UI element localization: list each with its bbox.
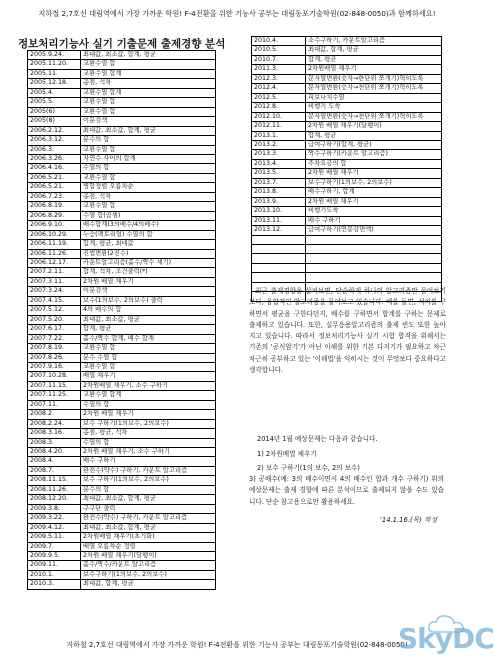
table-row <box>252 112 442 121</box>
table-row <box>28 51 216 60</box>
exam-date-cell: 2007.3.11. <box>28 277 81 286</box>
exam-topic-cell: 교환수열 합 <box>81 362 216 371</box>
table-row <box>252 140 442 149</box>
exam-date-cell: 2008.7. <box>28 466 81 475</box>
exam-date-cell: 2006.8.29. <box>28 211 81 220</box>
exam-date-cell: 2013.8. <box>252 188 306 197</box>
exam-topic-cell: 교환수열 합계 <box>81 391 216 400</box>
exam-topic-cell: 분수 수열 합 <box>81 353 216 362</box>
table-row <box>28 391 216 400</box>
table-row <box>28 495 216 504</box>
exam-date-cell: 2006.4.16. <box>28 164 81 173</box>
table-row <box>28 136 216 145</box>
exam-date-cell: 2006.2.12. <box>28 126 81 135</box>
exam-topic-cell: 교환수열 합계 <box>81 69 216 78</box>
table-row <box>252 254 442 263</box>
table-row <box>28 523 216 532</box>
exam-date-cell: 2006.11.19. <box>28 240 81 249</box>
exam-topic-cell: 보수구하기(1의보수, 2의보수) <box>81 570 216 579</box>
exam-date-cell: 2007.11.15. <box>28 381 81 390</box>
exam-topic-cell: 교환수열 합 <box>81 107 216 116</box>
table-row <box>252 37 442 46</box>
exam-topic-cell: 카운트알고리즘(홀수/짝수 세기) <box>81 258 216 267</box>
exam-date-cell: 2006.7.23. <box>28 192 81 201</box>
exam-topic-cell: 총점, 평균, 석차 <box>81 429 216 438</box>
exam-topic-cell: 최대값, 합계, 평균 <box>81 580 216 589</box>
exam-topic-cell: 2차원 배열 채우기 <box>81 410 216 419</box>
exam-topic-cell: 수열의 합 <box>81 164 216 173</box>
exam-date-cell <box>252 254 306 263</box>
exam-date-cell: 2013.5. <box>252 169 306 178</box>
exam-date-cell: 2007.4.15. <box>28 296 81 305</box>
table-row <box>28 79 216 88</box>
exam-topic-cell: 교환수열 합 <box>81 98 216 107</box>
exam-topic-cell: 이분검색 <box>81 287 216 296</box>
exam-topic-cell: 수열 합(곱셈) <box>81 211 216 220</box>
table-row <box>28 221 216 230</box>
exam-date-cell: 2007.11.25. <box>28 391 81 400</box>
exam-topic-cell: 문자열변환(숫자→천단위 쪼개기)혁히도록 <box>306 84 442 93</box>
table-row <box>28 448 216 457</box>
exam-topic-cell: 급여구하기(연봉감면액) <box>306 226 442 235</box>
exam-date-cell: 2010.4. <box>252 37 306 46</box>
table-row <box>28 552 216 561</box>
exam-date-cell: 2006.3. <box>28 145 81 154</box>
exam-date-cell: 2008.3. <box>28 438 81 447</box>
table-row <box>252 55 442 64</box>
exam-history-table-left <box>27 50 216 590</box>
table-row <box>28 192 216 201</box>
exam-topic-cell: 수열의 합 <box>81 438 216 447</box>
exam-date-cell: 2013.4. <box>252 159 306 168</box>
table-row <box>252 197 442 206</box>
table-row <box>252 207 442 216</box>
exam-date-cell: 2005(8) <box>28 117 81 126</box>
table-row <box>28 296 216 305</box>
exam-topic-cell: 완전수(약수) 구하기, 카운트 알고리즘 <box>81 466 216 475</box>
exam-date-cell: 2006.8.19. <box>28 202 81 211</box>
exam-date-cell: 2006.11.26. <box>28 249 81 258</box>
table-row <box>252 235 442 244</box>
exam-topic-cell: 총점, 석차 <box>81 192 216 201</box>
exam-topic-cell: 이분검색 <box>81 117 216 126</box>
exam-date-cell: 2009.9.5. <box>28 552 81 561</box>
exam-date-cell <box>252 273 306 282</box>
exam-date-cell: 2007.2.11. <box>28 268 81 277</box>
forecast-item: 1) 2차원배열 채우기 <box>257 450 317 458</box>
exam-topic-cell: 분수의 합 <box>81 485 216 494</box>
exam-date-cell <box>252 235 306 244</box>
exam-topic-cell: 비행기 도착 <box>306 103 442 112</box>
exam-topic-cell: 2차원배열 채우기(초기화) <box>81 533 216 542</box>
table-row <box>252 150 442 159</box>
exam-topic-cell: 최대값, 합계, 평균 <box>306 46 442 55</box>
exam-date-cell: 2005.12.18. <box>28 79 81 88</box>
exam-topic-cell: 배수 구하기 <box>306 216 442 225</box>
exam-date-cell: 2006.10.29. <box>28 230 81 239</box>
exam-topic-cell: 진법변환(2진수) <box>81 249 216 258</box>
exam-topic-cell: 2차원 배열 채우기 <box>306 169 442 178</box>
watermark-logo: SkyDC <box>398 622 494 655</box>
exam-topic-cell: 교환수열 합 <box>81 60 216 69</box>
table-row <box>28 306 216 315</box>
exam-topic-cell <box>306 263 442 272</box>
exam-topic-cell: 수열의 합 <box>81 400 216 409</box>
exam-date-cell: 2008.12.20. <box>28 495 81 504</box>
exam-date-cell: 2012.3. <box>252 74 306 83</box>
table-row <box>28 240 216 249</box>
exam-topic-cell: 문자열변환(숫자→천단위 쪼개기)혁히도록 <box>306 112 442 121</box>
exam-date-cell: 2010.7. <box>252 55 306 64</box>
table-row <box>28 542 216 551</box>
exam-topic-cell: 짝수구하기(카운트 알고리즘) <box>306 150 442 159</box>
exam-date-cell: 2013.7. <box>252 178 306 187</box>
table-row <box>28 533 216 542</box>
exam-topic-cell <box>306 254 442 263</box>
table-row <box>252 273 442 282</box>
exam-date-cell: 2008.11.15. <box>28 476 81 485</box>
exam-date-cell: 2012.11. <box>252 122 306 131</box>
exam-topic-cell: 합계, 석차, 조건출력(*) <box>81 268 216 277</box>
exam-date-cell: 2005.9.24. <box>28 51 81 60</box>
exam-date-cell: 2006.9.10. <box>28 221 81 230</box>
exam-date-cell: 2013.3. <box>252 150 306 159</box>
table-row <box>28 561 216 570</box>
table-row <box>252 122 442 131</box>
exam-topic-cell: 보수 구하기(1의보수, 2의보수) <box>81 419 216 428</box>
exam-topic-cell: 4의 배수의 합 <box>81 306 216 315</box>
table-row <box>252 65 442 74</box>
table-row <box>28 268 216 277</box>
exam-topic-cell: 주차요금의 합 <box>306 159 442 168</box>
exam-topic-cell: 2차원 배열 채우기(달팽이) <box>81 552 216 561</box>
table-row <box>252 159 442 168</box>
table-row <box>28 69 216 78</box>
table-row <box>28 400 216 409</box>
exam-topic-cell: 구구단 출력 <box>81 504 216 513</box>
table-row <box>252 169 442 178</box>
table-row <box>252 216 442 225</box>
exam-topic-cell: 합계, 평균 <box>81 325 216 334</box>
exam-date-cell: 2013.9. <box>252 197 306 206</box>
table-row <box>252 46 442 55</box>
table-row <box>252 244 442 253</box>
exam-date-cell: 2006.5.21. <box>28 183 81 192</box>
table-row <box>252 93 442 102</box>
table-row <box>28 154 216 163</box>
exam-history-table-right <box>251 36 442 302</box>
exam-topic-cell: 최대값, 최소값, 평균 <box>81 315 216 324</box>
table-row <box>28 117 216 126</box>
exam-topic-cell <box>306 235 442 244</box>
exam-topic-cell: 최대값, 최소값, 합계, 평균 <box>81 51 216 60</box>
exam-date-cell: 2007.11. <box>28 400 81 409</box>
table-row <box>28 258 216 267</box>
page-footer: 지하철 2,7호선 대림역에서 가장 가까운 학원! F-4전환을 위한 기능사 공부는 대림동포기술학원(02-848-0050) <box>66 641 408 649</box>
exam-topic-cell: 보수구하기(1의보수, 2의보수) <box>306 178 442 187</box>
exam-topic-cell: 분수의 합 <box>81 136 216 145</box>
forecast-intro: 2014년 1월 예상문제는 다음과 같습니다. <box>257 435 378 443</box>
exam-topic-cell: 비행기도착 <box>306 207 442 216</box>
exam-date-cell: 2009.5.11. <box>28 533 81 542</box>
exam-topic-cell: 소수구하기, 카운트알고리즘 <box>306 37 442 46</box>
exam-topic-cell: 2차원 배열 채우기(달팽이) <box>306 122 442 131</box>
table-row <box>28 88 216 97</box>
page-header: 지하철 2,7호선 대림역에서 가장 가까운 학원! F-4전환을 위한 기능사 공부는 대림동포기술학원(02-848-0050)과 함께하세요! <box>38 9 436 18</box>
exam-topic-cell: 합계, 평균 <box>306 55 442 64</box>
table-row <box>28 504 216 513</box>
page-title: 정보처리기능사 실기 기출문제 출제경향 분석 <box>18 38 226 50</box>
table-row <box>28 410 216 419</box>
table-row <box>28 164 216 173</box>
exam-date-cell: 2009.11. <box>28 561 81 570</box>
exam-date-cell: 2006.5.21. <box>28 173 81 182</box>
exam-date-cell: 2007.8.19. <box>28 344 81 353</box>
table-row <box>252 263 442 272</box>
exam-date-cell: 2005.5. <box>28 98 81 107</box>
table-row <box>28 362 216 371</box>
table-row <box>28 372 216 381</box>
forecast-item: 3) 공배수(예: 3의 배수이면서 4의 배수인 합과 개수 구하기) 위의 예상문제는 출제 경향에 따른 분석이므로 출제되지 않을 수도 있습니다. 단순 참고용으로만 활용하세요. <box>249 475 444 506</box>
table-row <box>28 287 216 296</box>
table-row <box>28 457 216 466</box>
exam-topic-cell: 2차원 배열 채우기 <box>81 277 216 286</box>
analysis-paragraph: 최근 출제경향을 살펴보면, 단순하게 하나의 알고리즘만 물어보기보다, 융합적인 알고리즘을 물어보고 있습니다. 예를 들면, 석차를 구하면서 평균을 구한다던지, 배수를 구하면서 합계를 구하는 문제로 출제하고 있습니다. 또한, 실무응용알고리즘의 출제 빈도 또한 높아지고 있습니다. 따라서 정보처리기능사 실기 시험 합격을 위해서는 기존의 '공식암기'가 아닌 이해를 위한 기본 다지기가 필요하고 차근차근히 공부하고 있는 '이해법'을 익히시는 것이 무엇보다 중요하다고 생각합니다. <box>249 287 446 375</box>
exam-date-cell: 2007.3.24. <box>28 287 81 296</box>
table-row <box>28 570 216 579</box>
exam-topic-cell: 문자열변환(숫자→한단위 쪼개기)혁히도록 <box>306 74 442 83</box>
exam-date-cell: 2008.4. <box>28 457 81 466</box>
exam-date-cell: 2013.10. <box>252 207 306 216</box>
exam-date-cell: 2013.2. <box>252 140 306 149</box>
exam-date-cell: 2010.3. <box>28 580 81 589</box>
exam-date-cell: 2010.1. <box>28 570 81 579</box>
table-row <box>28 514 216 523</box>
exam-date-cell: 2012.5. <box>252 93 306 102</box>
exam-topic-cell: 합계, 평균, 최대값 <box>81 240 216 249</box>
exam-date-cell: 2007.8.26. <box>28 353 81 362</box>
exam-date-cell: 2009.3.8. <box>28 504 81 513</box>
exam-topic-cell: 배수 구하기 <box>81 457 216 466</box>
table-row <box>28 344 216 353</box>
exam-date-cell <box>252 263 306 272</box>
exam-topic-cell: 누승(팩토리얼) 수열의 합 <box>81 230 216 239</box>
exam-topic-cell: 교환수열 합 <box>81 202 216 211</box>
table-row <box>28 107 216 116</box>
table-row <box>28 485 216 494</box>
exam-date-cell: 2007.10.28. <box>28 372 81 381</box>
exam-date-cell: 2009.3.22. <box>28 514 81 523</box>
exam-date-cell: 2005.11. <box>28 69 81 78</box>
exam-date-cell: 2007.9.16. <box>28 362 81 371</box>
exam-date-cell: 2007.6.17. <box>28 325 81 334</box>
table-row <box>28 353 216 362</box>
exam-date-cell: 2008.2.24. <box>28 419 81 428</box>
exam-topic-cell: 교환수열 합 <box>81 145 216 154</box>
table-row <box>252 226 442 235</box>
exam-topic-cell: 홀수/짝수 합계, 배수 합계 <box>81 334 216 343</box>
exam-topic-cell: 최대값, 최소값, 합계, 평균 <box>81 523 216 532</box>
table-row <box>28 325 216 334</box>
exam-topic-cell: 홀수/짝수/카운트 알고리즘 <box>81 561 216 570</box>
table-row <box>28 315 216 324</box>
exam-topic-cell: 최대값, 최소값, 합계, 평균 <box>81 126 216 135</box>
exam-date-cell: 2008.11.26. <box>28 485 81 494</box>
exam-date-cell: 2007.5.12. <box>28 306 81 315</box>
exam-date-cell: 2012.10. <box>252 112 306 121</box>
exam-topic-cell: 완전수(약수) 구하기, 카운트 알고리즘 <box>81 514 216 523</box>
exam-date-cell: 2005.11.20. <box>28 60 81 69</box>
table-row <box>252 178 442 187</box>
exam-date-cell: 2008.2. <box>28 410 81 419</box>
exam-topic-cell <box>306 244 442 253</box>
exam-topic-cell: 교환수열 합 <box>81 173 216 182</box>
exam-topic-cell: 급여구하기(합계, 평균) <box>306 140 442 149</box>
exam-date-cell: 2005(6) <box>28 107 81 116</box>
table-row <box>28 145 216 154</box>
table-row <box>28 438 216 447</box>
exam-date-cell: 2005.4. <box>28 88 81 97</box>
exam-topic-cell: 배열 오름차순 정렬 <box>81 542 216 551</box>
table-row <box>252 103 442 112</box>
exam-date-cell: 2006.3.26. <box>28 154 81 163</box>
table-row <box>28 60 216 69</box>
exam-date-cell: 2012.4. <box>252 84 306 93</box>
table-row <box>28 98 216 107</box>
exam-topic-cell: 병합정렬 오름차순 <box>81 183 216 192</box>
exam-date-cell: 2008.3.16. <box>28 429 81 438</box>
exam-date-cell <box>252 244 306 253</box>
exam-topic-cell: 배열 채우기 <box>81 372 216 381</box>
exam-date-cell: 2006.12.17. <box>28 258 81 267</box>
table-row <box>28 126 216 135</box>
exam-topic-cell: 2차원배열 채우기 <box>306 65 442 74</box>
exam-date-cell: 2006.3.12. <box>28 136 81 145</box>
exam-topic-cell: 자연수 사이의 합계 <box>81 154 216 163</box>
forecast-item: 2) 보수 구하기(1의 보수, 2의 보수) <box>257 464 360 472</box>
exam-topic-cell: 배수합계(3의배수/4의배수) <box>81 221 216 230</box>
exam-topic-cell: 보수 구하기(1의보수, 2의보수) <box>81 476 216 485</box>
table-row <box>28 211 216 220</box>
table-row <box>28 334 216 343</box>
exam-date-cell: 2009.4.12. <box>28 523 81 532</box>
table-row <box>28 580 216 589</box>
written-date: '14.1.16.(목) 작성 <box>380 516 438 524</box>
table-row <box>252 131 442 140</box>
exam-date-cell: 2007.5.20. <box>28 315 81 324</box>
table-row <box>28 381 216 390</box>
exam-date-cell: 2009.7. <box>28 542 81 551</box>
table-row <box>28 476 216 485</box>
exam-date-cell: 2013.11. <box>252 216 306 225</box>
table-row <box>28 249 216 258</box>
table-row <box>252 74 442 83</box>
exam-topic-cell: 피보나치수열 <box>306 93 442 102</box>
exam-date-cell: 2008.4.20. <box>28 448 81 457</box>
exam-topic-cell: 최대값, 최소값, 합계, 평균 <box>81 495 216 504</box>
table-row <box>28 466 216 475</box>
exam-date-cell: 2011.3. <box>252 65 306 74</box>
table-row <box>252 188 442 197</box>
exam-topic-cell: 교환수열 합계 <box>81 88 216 97</box>
table-row <box>28 202 216 211</box>
exam-date-cell: 2012.8. <box>252 103 306 112</box>
table-row <box>28 183 216 192</box>
exam-topic-cell: 2차원 배열 채우기 <box>306 197 442 206</box>
table-row <box>252 84 442 93</box>
exam-topic-cell: 합계, 평균 <box>306 131 442 140</box>
exam-topic-cell: 총점, 석차 <box>81 79 216 88</box>
exam-date-cell: 2007.7.22. <box>28 334 81 343</box>
exam-topic-cell: 2차원 배열 채우기, 소수 구하기 <box>81 448 216 457</box>
exam-topic-cell: 배수구하기, 합계 <box>306 188 442 197</box>
table-row <box>28 230 216 239</box>
exam-topic-cell: 보수(1의보수, 2의보수) 출력 <box>81 296 216 305</box>
exam-date-cell: 2013.12. <box>252 226 306 235</box>
exam-date-cell: 2013.1. <box>252 131 306 140</box>
exam-topic-cell: 교환수열 합 <box>81 344 216 353</box>
exam-topic-cell: 2차원배열 채우기, 소수 구하기 <box>81 381 216 390</box>
exam-date-cell: 2010.5. <box>252 46 306 55</box>
table-row <box>28 173 216 182</box>
exam-topic-cell <box>306 273 442 282</box>
table-row <box>28 419 216 428</box>
table-row <box>28 277 216 286</box>
table-row <box>28 429 216 438</box>
